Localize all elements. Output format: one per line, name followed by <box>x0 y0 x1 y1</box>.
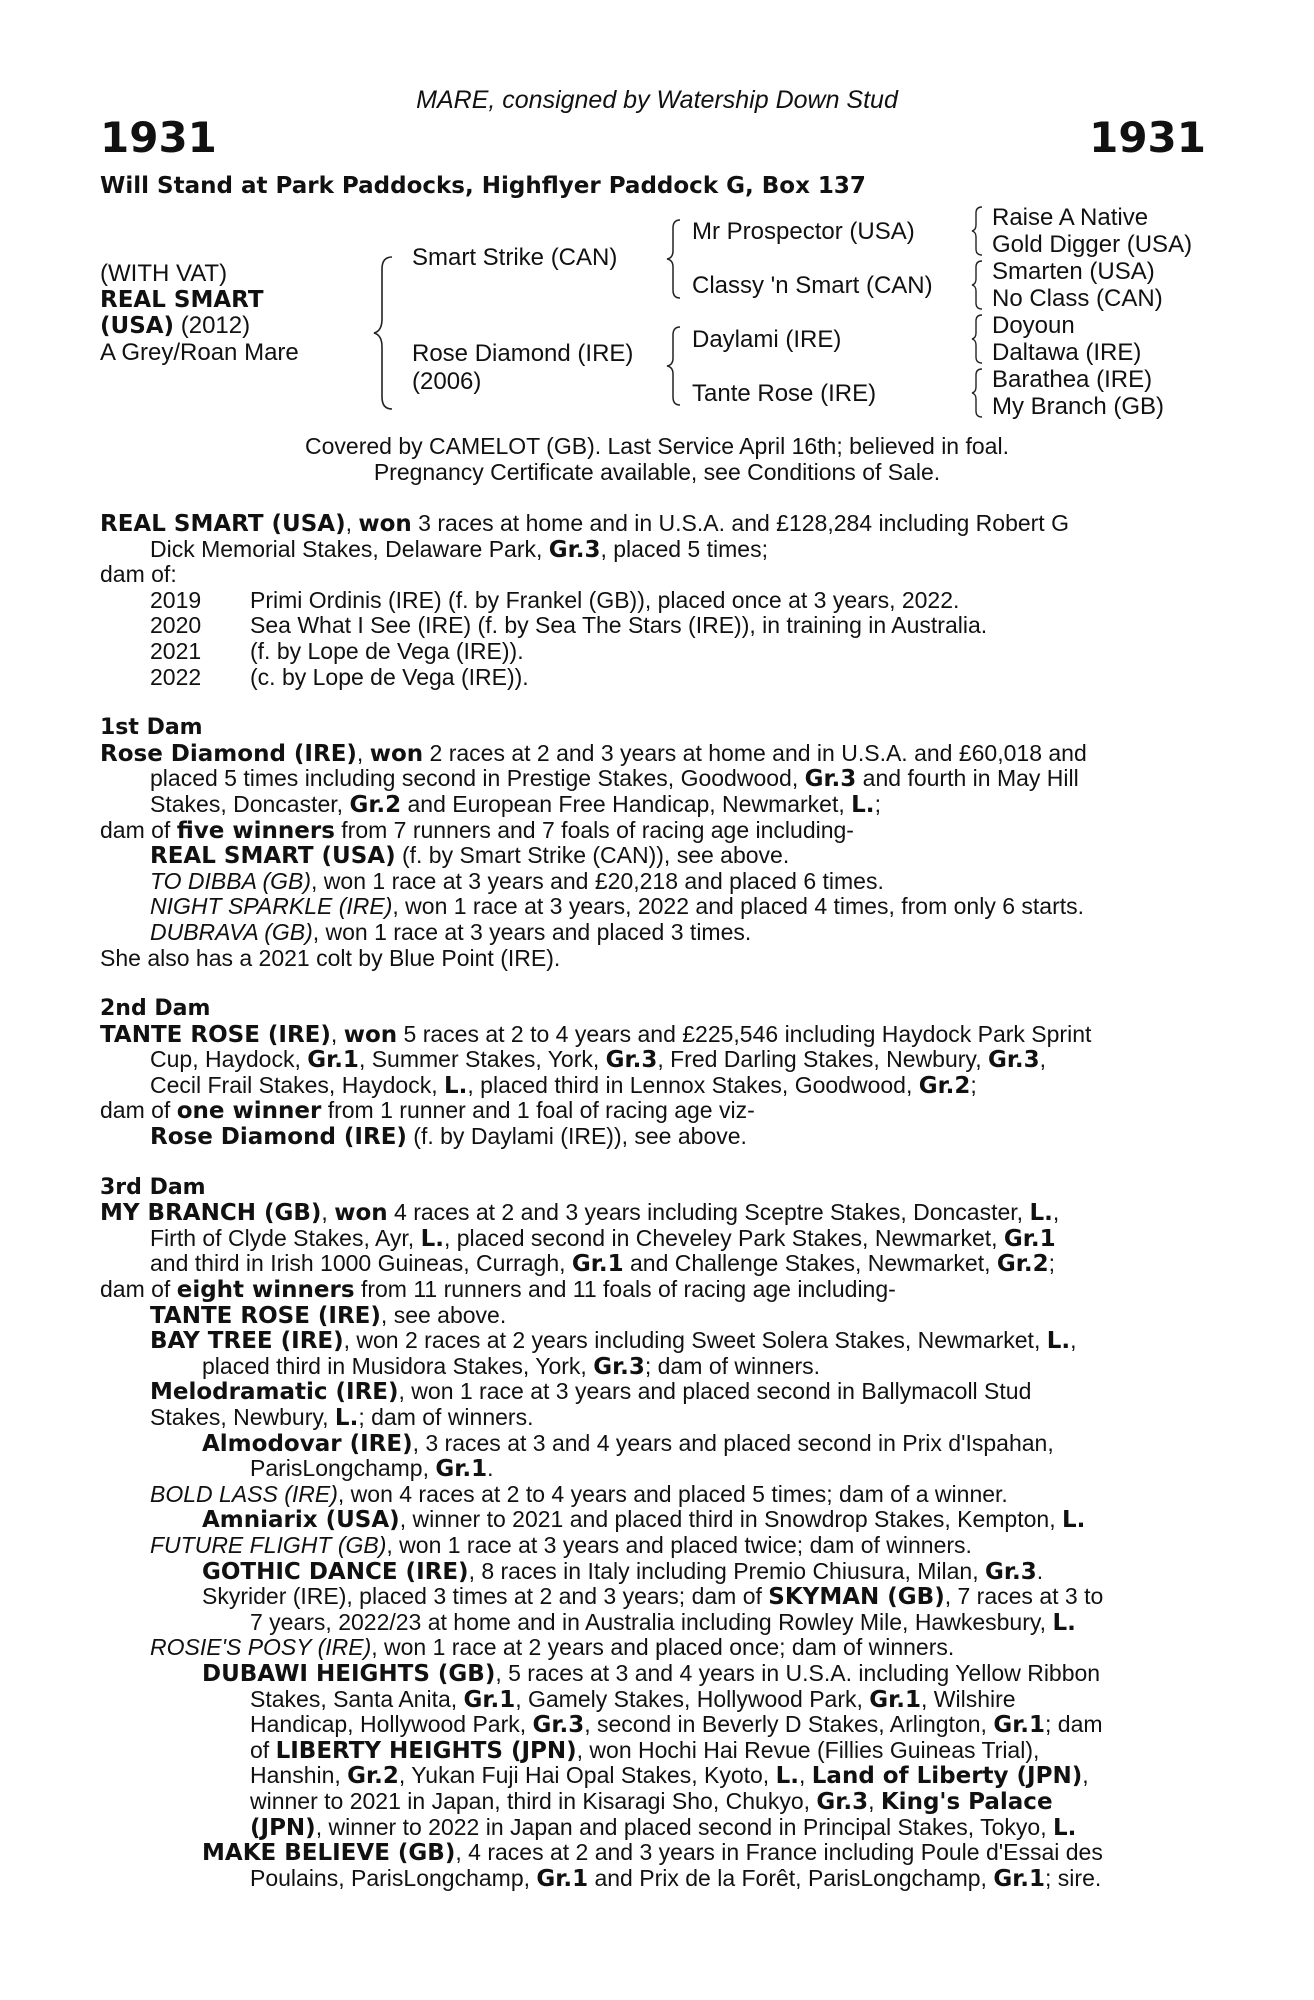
produce-name: ROSIE'S POSY (IRE) <box>150 1634 372 1661</box>
g3-4: No Class (CAN) <box>992 285 1163 312</box>
text: Cecil Frail Stakes, Haydock, <box>150 1071 444 1098</box>
foal-text: Sea What I See (IRE) (f. by Sea The Stars (IRE)), in training in Australia. <box>250 612 988 639</box>
produce-name: DUBAWI HEIGHTS (GB) <box>202 1660 496 1687</box>
text: (f. by Smart Strike (CAN)), see above. <box>395 842 790 869</box>
grade-label: Gr.1 <box>993 1712 1045 1739</box>
dam-dam: Tante Rose (IRE) <box>692 380 877 407</box>
text: , 7 races at 3 to <box>944 1583 1104 1610</box>
text: , won 1 race at 3 years and placed 3 times. <box>312 918 752 945</box>
text: , winner to 2021 and placed third in Snowdrop Stakes, Kempton, <box>399 1506 1062 1533</box>
text: and European Free Handicap, Newmarket, <box>401 790 852 817</box>
produce-name: Melodramatic (IRE) <box>150 1379 399 1406</box>
grade-label: Gr.2 <box>349 791 402 818</box>
dam-name: Rose Diamond (IRE) <box>412 340 634 367</box>
grade-label: Gr.3 <box>548 536 601 563</box>
text: , won 1 race at 3 years and £20,218 and placed 6 times. <box>311 867 884 894</box>
text: ; <box>970 1071 977 1098</box>
dam3-gp-almo-2 <box>100 1456 1206 1482</box>
text: Firth of Clyde Stakes, Ayr, <box>150 1224 421 1251</box>
text: , <box>1082 1762 1089 1789</box>
grade-label: Gr.3 <box>987 1047 1040 1074</box>
dam-sire: Daylami (IRE) <box>692 326 842 353</box>
second-dam-heading: 2nd Dam <box>100 996 211 1022</box>
text: Stakes, Newbury, <box>150 1404 335 1430</box>
winners-count: five winners <box>176 817 335 844</box>
horse-year: (2012) <box>174 312 251 339</box>
dam3-gp-dubawi-7 <box>100 1815 1206 1841</box>
dam1-also-note: She also has a 2021 colt by Blue Point (IRE). <box>100 944 561 971</box>
produce-name: Rose Diamond (IRE) <box>150 1124 407 1151</box>
pedigree-brace-main <box>372 255 396 411</box>
pedigree-brace-g3-4 <box>970 367 984 419</box>
dam3-gp-dubawi-3 <box>100 1712 1206 1738</box>
foal-year: 2021 <box>150 637 202 664</box>
foal-text: (f. by Lope de Vega (IRE)). <box>250 637 524 664</box>
listed-label: L. <box>851 791 875 818</box>
lot-number-left: 1931 <box>100 113 217 162</box>
text: , Fred Darling Stakes, Newbury, <box>657 1046 988 1073</box>
g3-5: Doyoun <box>992 312 1075 339</box>
text: , won Hochi Hai Revue (Fillies Guineas Trial), <box>576 1736 1040 1763</box>
text: winner to 2021 in Japan, third in Kisaragi Sho, Chukyo, <box>250 1787 817 1814</box>
produce-name: King's Palace <box>880 1788 1053 1815</box>
dam3-dam-of <box>100 1277 1206 1303</box>
dam1-produce-1 <box>100 843 1206 869</box>
produce-name: GOTHIC DANCE (IRE) <box>202 1558 469 1585</box>
produce-name: Land of Liberty (JPN) <box>811 1763 1083 1790</box>
text: , <box>1070 1327 1077 1354</box>
text: , won 1 race at 3 years and placed second in Ballymacoll Stud <box>398 1378 1032 1405</box>
dam3-produce-rosie <box>100 1635 1206 1661</box>
dam3-gp-dubawi-5 <box>100 1763 1206 1789</box>
listed-label: L. <box>420 1225 444 1252</box>
produce-name: NIGHT SPARKLE (IRE) <box>150 893 393 920</box>
grade-label: Gr.3 <box>593 1353 645 1380</box>
produce-name: DUBRAVA (GB) <box>150 918 313 945</box>
text: and Challenge Stakes, Newmarket, <box>623 1250 997 1277</box>
dam2-line-3 <box>100 1073 1206 1099</box>
text: ; <box>874 790 881 817</box>
listed-label: L. <box>1046 1328 1071 1355</box>
grade-label: Gr.3 <box>985 1558 1037 1585</box>
grade-label: Gr.1 <box>571 1251 624 1278</box>
grade-label: Gr.1 <box>307 1047 359 1074</box>
produce-name: FUTURE FLIGHT (GB) <box>150 1531 387 1558</box>
horse-name-line2 <box>100 312 250 340</box>
dam3-gp-skyrider-2 <box>100 1610 1206 1636</box>
dam1-name: Rose Diamond (IRE) <box>100 740 357 767</box>
text: Cup, Haydock, <box>150 1046 308 1073</box>
text: 4 races at 2 and 3 years including Sceptre Stakes, Doncaster, <box>387 1199 1030 1226</box>
text: , won 4 races at 2 to 4 years and placed 5 times; dam of a winner. <box>337 1480 1008 1507</box>
text: and third in Irish 1000 Guineas, Curragh, <box>150 1250 572 1277</box>
dam3-produce-future <box>100 1533 1206 1559</box>
listed-label: L. <box>1052 1609 1076 1636</box>
foal-text: (c. by Lope de Vega (IRE)). <box>250 663 529 690</box>
g3-1: Raise A Native <box>992 204 1149 231</box>
text: ; dam of winners. <box>644 1352 821 1379</box>
text: Handicap, Hollywood Park, <box>250 1711 533 1738</box>
covered-note <box>0 433 1314 485</box>
horse-country: (USA) <box>100 313 175 339</box>
covered-line-1: Covered by CAMELOT (GB). Last Service April 16th; believed in foal. <box>305 433 1009 459</box>
dam3-gp-amni <box>100 1507 1206 1533</box>
sire-name: Smart Strike (CAN) <box>412 244 618 271</box>
text: , see above. <box>380 1301 507 1328</box>
grade-label: Gr.1 <box>435 1456 488 1483</box>
g3-2: Gold Digger (USA) <box>992 231 1193 258</box>
grade-label: Gr.1 <box>536 1865 589 1892</box>
g3-7: Barathea (IRE) <box>992 366 1153 393</box>
listed-label: L. <box>775 1763 799 1790</box>
dam3-gp-dubawi-2 <box>100 1687 1206 1713</box>
text: placed third in Musidora Stakes, York, <box>202 1352 594 1379</box>
produce-name: REAL SMART (USA) <box>150 843 396 870</box>
produce-section <box>100 511 1206 1891</box>
vat-label: (WITH VAT) <box>100 260 228 287</box>
text: ParisLongchamp, <box>250 1455 436 1482</box>
text: , placed 5 times; <box>600 535 768 562</box>
text: dam of <box>100 816 177 843</box>
text: , 4 races at 2 and 3 years in France including Poule d'Essai des <box>455 1839 1103 1866</box>
text: , second in Beverly D Stakes, Arlington, <box>584 1711 994 1738</box>
dam3-produce-bold <box>100 1482 1206 1508</box>
dam3-name: MY BRANCH (GB) <box>100 1200 322 1227</box>
produce-name: TO DIBBA (GB) <box>150 867 312 894</box>
grade-label: Gr.1 <box>463 1686 516 1713</box>
text: ; dam of winners. <box>358 1404 534 1430</box>
dam1-produce-2 <box>100 869 1206 895</box>
text: from 1 runner and 1 foal of racing age viz- <box>321 1097 755 1124</box>
dam3-line-3 <box>100 1251 1206 1277</box>
grade-label: Gr.1 <box>993 1865 1046 1892</box>
won-label: won <box>334 1200 388 1227</box>
g3-8: My Branch (GB) <box>992 393 1165 420</box>
stand-location: Will Stand at Park Paddocks, Highflyer Paddock G, Box 137 <box>100 173 866 199</box>
dam1-line-1: Rose Diamond (IRE), won 2 races at 2 and 3 years at home and in U.S.A. and £60,018 and <box>100 739 1087 767</box>
dam3-gp-skyrider <box>100 1584 1206 1610</box>
text: from 11 runners and 11 foals of racing age including- <box>354 1276 896 1303</box>
grade-label: Gr.3 <box>816 1788 869 1815</box>
pedigree-brace-g3-2 <box>970 259 984 311</box>
text: , placed third in Lennox Stakes, Goodwood, <box>467 1071 919 1098</box>
text: Stakes, Santa Anita, <box>250 1685 464 1712</box>
foal-year: 2020 <box>150 612 202 639</box>
pedigree-brace-g3-1 <box>970 205 984 257</box>
text: , <box>868 1787 881 1814</box>
covered-line-2: Pregnancy Certificate available, see Conditions of Sale. <box>373 459 941 485</box>
grade-label: Gr.3 <box>804 766 857 793</box>
dam3-produce-melo <box>100 1379 1206 1405</box>
grade-label: Gr.1 <box>869 1686 921 1713</box>
dam1-dam-of <box>100 818 1206 844</box>
g3-3: Smarten (USA) <box>992 258 1155 285</box>
dam1-produce-4 <box>100 920 1206 946</box>
foal-row <box>100 588 1206 614</box>
dam3-gp-dubawi <box>100 1661 1206 1687</box>
sire-sire: Mr Prospector (USA) <box>692 218 915 245</box>
dam2-produce-1 <box>100 1124 1206 1150</box>
text: ; <box>1048 1250 1055 1277</box>
text: ; dam <box>1045 1711 1103 1738</box>
text: , Yukan Fuji Hai Opal Stakes, Kyoto, <box>398 1762 776 1789</box>
text: from 7 runners and 7 foals of racing age including- <box>334 816 854 843</box>
won-label: won <box>358 511 412 537</box>
produce-line-2 <box>100 537 1206 563</box>
text: placed 5 times including second in Prestige Stakes, Goodwood, <box>150 765 805 792</box>
foal-text: Primi Ordinis (IRE) (f. by Frankel (GB)), placed once at 3 years, 2022. <box>250 586 960 613</box>
grade-label: Gr.2 <box>918 1072 971 1099</box>
text: , Summer Stakes, York, <box>358 1046 606 1073</box>
grade-label: Gr.2 <box>347 1763 399 1790</box>
pedigree-brace-g3-3 <box>970 313 984 365</box>
text: , won 2 races at 2 years including Sweet Solera Stakes, Newmarket, <box>343 1327 1047 1354</box>
produce-name: MAKE BELIEVE (GB) <box>202 1840 456 1867</box>
listed-label: L. <box>334 1405 359 1431</box>
listed-label: L. <box>1061 1507 1086 1534</box>
text: 5 races at 2 to 4 years and £225,546 including Haydock Park Sprint <box>397 1020 1092 1047</box>
dam2-line-1: TANTE ROSE (IRE), won 5 races at 2 to 4 years and £225,546 including Haydock Park Sprint <box>100 1020 1092 1048</box>
lot-number-right: 1931 <box>1089 113 1206 162</box>
text: , Wilshire <box>920 1685 1016 1712</box>
dam3-gp-almo <box>100 1431 1206 1457</box>
text: , <box>798 1762 812 1789</box>
text: and fourth in May Hill <box>856 765 1079 792</box>
text: , <box>1039 1046 1047 1073</box>
dam3-produce-melo-2 <box>100 1405 1206 1431</box>
grade-label: Gr.3 <box>532 1712 585 1739</box>
text: dam of <box>100 1276 177 1303</box>
text: , 5 races at 3 and 4 years in U.S.A. including Yellow Ribbon <box>495 1659 1101 1686</box>
text: , <box>1052 1199 1060 1226</box>
listed-label: L. <box>443 1072 468 1099</box>
text: dam of <box>100 1097 177 1124</box>
dam2-name: TANTE ROSE (IRE) <box>100 1021 331 1048</box>
dam3-line-2 <box>100 1226 1206 1252</box>
text: 2 races at 2 and 3 years at home and in U.S.A. and £60,018 and <box>423 739 1087 766</box>
text: , winner to 2022 in Japan and placed second in Principal Stakes, Tokyo, <box>315 1813 1054 1840</box>
pedigree-brace-sire <box>665 218 683 300</box>
consignment-line: MARE, consigned by Watership Down Stud <box>416 86 898 114</box>
text: and Prix de la Forêt, ParisLongchamp, <box>588 1864 994 1891</box>
text: Dick Memorial Stakes, Delaware Park, <box>150 535 549 562</box>
dam-of-label: dam of: <box>100 561 177 588</box>
produce-name: LIBERTY HEIGHTS (JPN) <box>275 1737 577 1764</box>
third-dam-heading: 3rd Dam <box>100 1174 206 1200</box>
horse-description: A Grey/Roan Mare <box>100 339 299 366</box>
dam3-gp-dubawi-4 <box>100 1738 1206 1764</box>
g3-6: Daltawa (IRE) <box>992 339 1142 366</box>
text: , 8 races in Italy including Premio Chiusura, Milan, <box>468 1557 986 1584</box>
dam2-dam-of <box>100 1098 1206 1124</box>
country-label: (JPN) <box>250 1814 316 1841</box>
listed-label: L. <box>1053 1814 1077 1841</box>
horse-name: REAL SMART <box>100 287 264 313</box>
won-label: won <box>343 1021 398 1048</box>
dam3-gp-make-2 <box>100 1866 1206 1892</box>
produce-name: SKYMAN (GB) <box>768 1584 945 1611</box>
dam1-line-2 <box>100 766 1206 792</box>
text: ; sire. <box>1045 1864 1102 1891</box>
won-label: won <box>369 740 424 767</box>
foal-row <box>100 665 1206 691</box>
text: 3 races at home and in U.S.A. and £128,284 including Robert G <box>411 510 1069 536</box>
text: Poulains, ParisLongchamp, <box>250 1864 537 1891</box>
winners-count: eight winners <box>176 1277 355 1304</box>
text: Hanshin, <box>250 1762 348 1789</box>
text: (f. by Daylami (IRE)), see above. <box>406 1123 747 1150</box>
produce-horse-name: REAL SMART (USA) <box>100 511 346 537</box>
foal-year: 2022 <box>150 663 202 690</box>
text: , won 1 race at 3 years, 2022 and placed 4 times, from only 6 starts. <box>392 893 1085 920</box>
foal-row <box>100 613 1206 639</box>
text: , won 1 race at 3 years and placed twice; dam of winners. <box>386 1531 972 1558</box>
foal-row <box>100 639 1206 665</box>
grade-label: Gr.2 <box>996 1251 1049 1278</box>
sire-dam: Classy 'n Smart (CAN) <box>692 272 933 299</box>
produce-name: Almodovar (IRE) <box>202 1430 413 1457</box>
dam3-produce-bay <box>100 1328 1206 1354</box>
dam3-produce-bay-2 <box>100 1354 1206 1380</box>
grade-label: Gr.1 <box>1003 1225 1056 1252</box>
text: . <box>1036 1557 1044 1584</box>
text: of <box>250 1736 276 1763</box>
produce-name: BOLD LASS (IRE) <box>150 1480 338 1507</box>
dam3-produce-tante <box>100 1303 1206 1329</box>
first-dam-heading: 1st Dam <box>100 715 203 741</box>
produce-name: BAY TREE (IRE) <box>150 1328 344 1355</box>
text: , placed second in Cheveley Park Stakes, Newmarket, <box>443 1224 1004 1251</box>
dam-year: (2006) <box>412 368 482 395</box>
produce-name: TANTE ROSE (IRE) <box>150 1302 381 1329</box>
dam3-gp-make <box>100 1840 1206 1866</box>
dam3-line-1: MY BRANCH (GB), won 4 races at 2 and 3 years including Sceptre Stakes, Doncaster, L., <box>100 1199 1060 1227</box>
pedigree-brace-dam <box>665 325 683 407</box>
dam1-line-3 <box>100 792 1206 818</box>
dam1-produce-3 <box>100 894 1206 920</box>
text: Stakes, Doncaster, <box>150 790 350 817</box>
grade-label: Gr.3 <box>605 1047 658 1074</box>
foal-year: 2019 <box>150 586 202 613</box>
text: , 3 races at 3 and 4 years and placed second in Prix d'Ispahan, <box>412 1429 1054 1456</box>
produce-line-1: REAL SMART (USA), won 3 races at home and in U.S.A. and £128,284 including Robert G <box>100 510 1069 537</box>
dam3-gp-dubawi-6 <box>100 1789 1206 1815</box>
text: . <box>487 1455 494 1482</box>
text: , Gamely Stakes, Hollywood Park, <box>515 1685 870 1712</box>
dam2-line-2 <box>100 1047 1206 1073</box>
listed-label: L. <box>1029 1200 1053 1227</box>
text: , won 1 race at 2 years and placed once; dam of winners. <box>371 1634 955 1661</box>
text: 7 years, 2022/23 at home and in Australia including Rowley Mile, Hawkesbury, <box>250 1608 1053 1635</box>
winners-count: one winner <box>176 1098 322 1125</box>
text: Skyrider (IRE), placed 3 times at 2 and 3 years; dam of <box>202 1583 769 1610</box>
produce-name: Amniarix (USA) <box>202 1507 400 1534</box>
dam3-gp-gothic <box>100 1559 1206 1585</box>
